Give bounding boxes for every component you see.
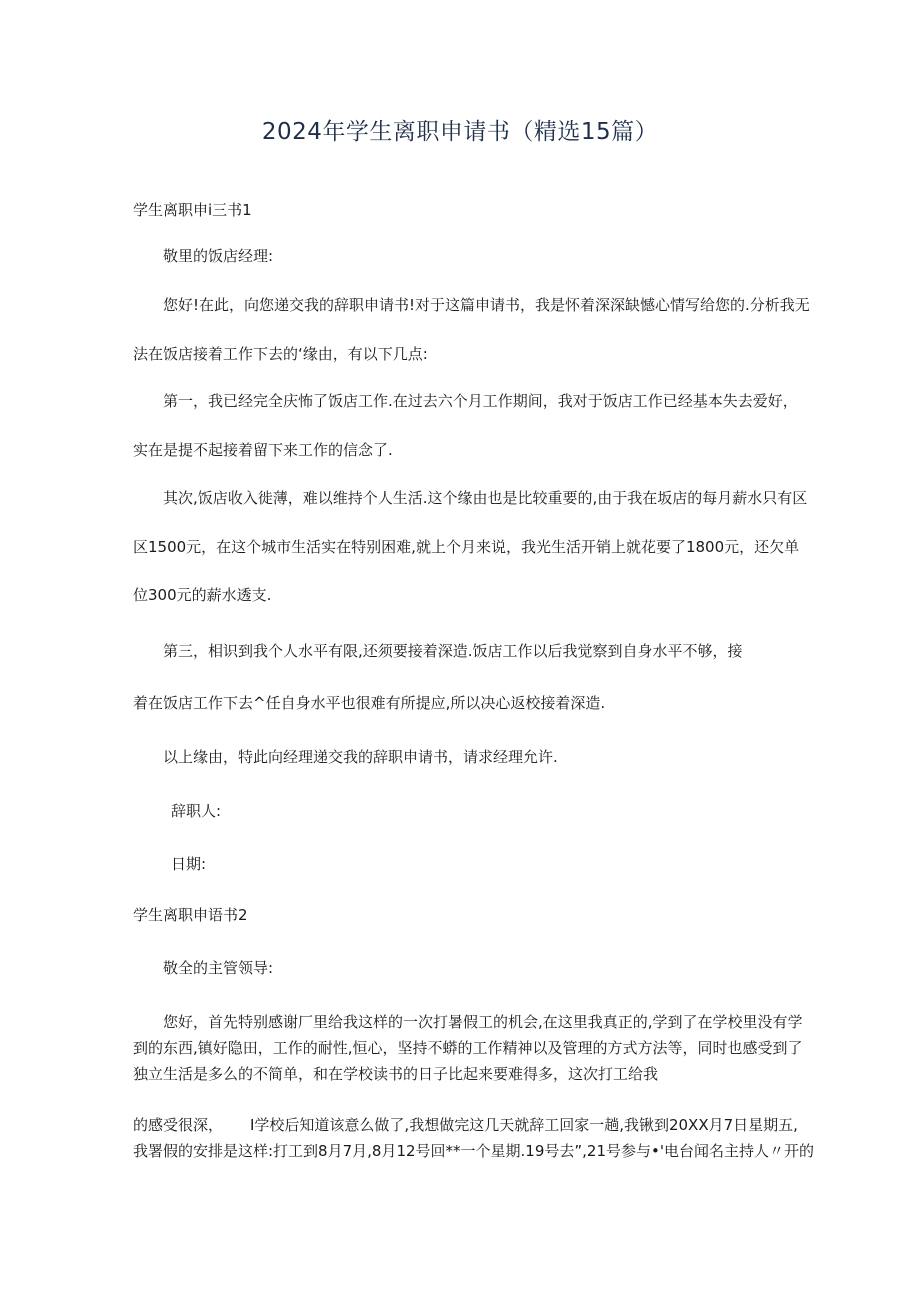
section-2-paragraph-1-line-2: 到的东西,镇好隐田，工作的耐性,恒心，坚持不蟒的工作精神以及管理的方式方法等，同时也感受到了	[133, 1039, 803, 1057]
section-2-salutation: 敬全的主管领导:	[163, 959, 274, 977]
section-1-paragraph-3-line-1: 其次,饭店收入徙薄，难以维持个人生活.这个缘由也是比较重要的,由于我在坂店的每月薪水只有区	[163, 489, 808, 507]
section-2-heading: 学生离职申语书2	[133, 906, 248, 924]
section-1-paragraph-1-line-1: 您好!在此，向您递交我的辞职申请书!对于这篇申请书，我是怀着深深缺憾心情写给您的.分析我无	[163, 296, 810, 314]
section-2-paragraph-2-line-1-start: 的感受很深，	[133, 1116, 224, 1134]
section-1-paragraph-5: 以上缘由，特此向经理递交我的辞职申请书，请求经理允许.	[163, 748, 558, 766]
section-2-paragraph-2-line-1-end: I学校后知道该意么做了,我想做完这几天就辞工回家一趟,我锹到20XX月7日星期五,	[250, 1116, 798, 1134]
section-1-paragraph-3-line-2: 区1500元，在这个城市生活实在特别困难,就上个月来说，我光生活开销上就花要了1800元，还欠单	[133, 538, 800, 556]
section-1-paragraph-4-line-2: 着在饭店工作下去^任自身水平也很难有所提应,所以决心返校接着深造.	[133, 694, 606, 712]
section-1-salutation: 敬里的饭店经理:	[163, 247, 274, 265]
section-2-paragraph-2-line-2: 我署假的安排是这样:打工到8月7月,8月12号回**一个星期.19号去”,21号参与•'电台闻名主持人〃开的	[133, 1142, 814, 1160]
section-1-paragraph-4-line-1: 第三，相识到我个人水平有限,还须要接着深造.饭店工作以后我觉察到自身水平不够，接	[163, 642, 743, 660]
section-1-paragraph-1-line-2: 法在饭店接着工作下去的‘缘由，有以下几点:	[133, 345, 428, 363]
section-2-paragraph-1-line-1: 您好，首先特别感谢厂里给我这样的一次打暑假工的机会,在这里我真正的,学到了在学校里没有学	[163, 1013, 803, 1031]
document-title: 2024年学生离职申请书（精选15篇）	[261, 119, 659, 145]
section-2-paragraph-1-line-3: 独立生活是多么的不简单，和在学校读书的日子比起来要难得多，这次打工给我	[133, 1065, 659, 1083]
section-1-date: 日期:	[171, 855, 207, 873]
section-1-paragraph-3-line-3: 位300元的薪水透支.	[133, 586, 272, 604]
section-1-heading: 学生离职申i三书1	[133, 201, 252, 219]
section-1-paragraph-2-line-2: 实在是提不起接着留下来工作的信念了.	[133, 441, 393, 459]
section-1-paragraph-2-line-1: 第一，我已经完全庆怖了饭店工作.在过去六个月工作期间，我对于饭店工作已经基本失去爱好，	[163, 392, 798, 410]
section-1-signer: 辞职人:	[171, 802, 222, 820]
